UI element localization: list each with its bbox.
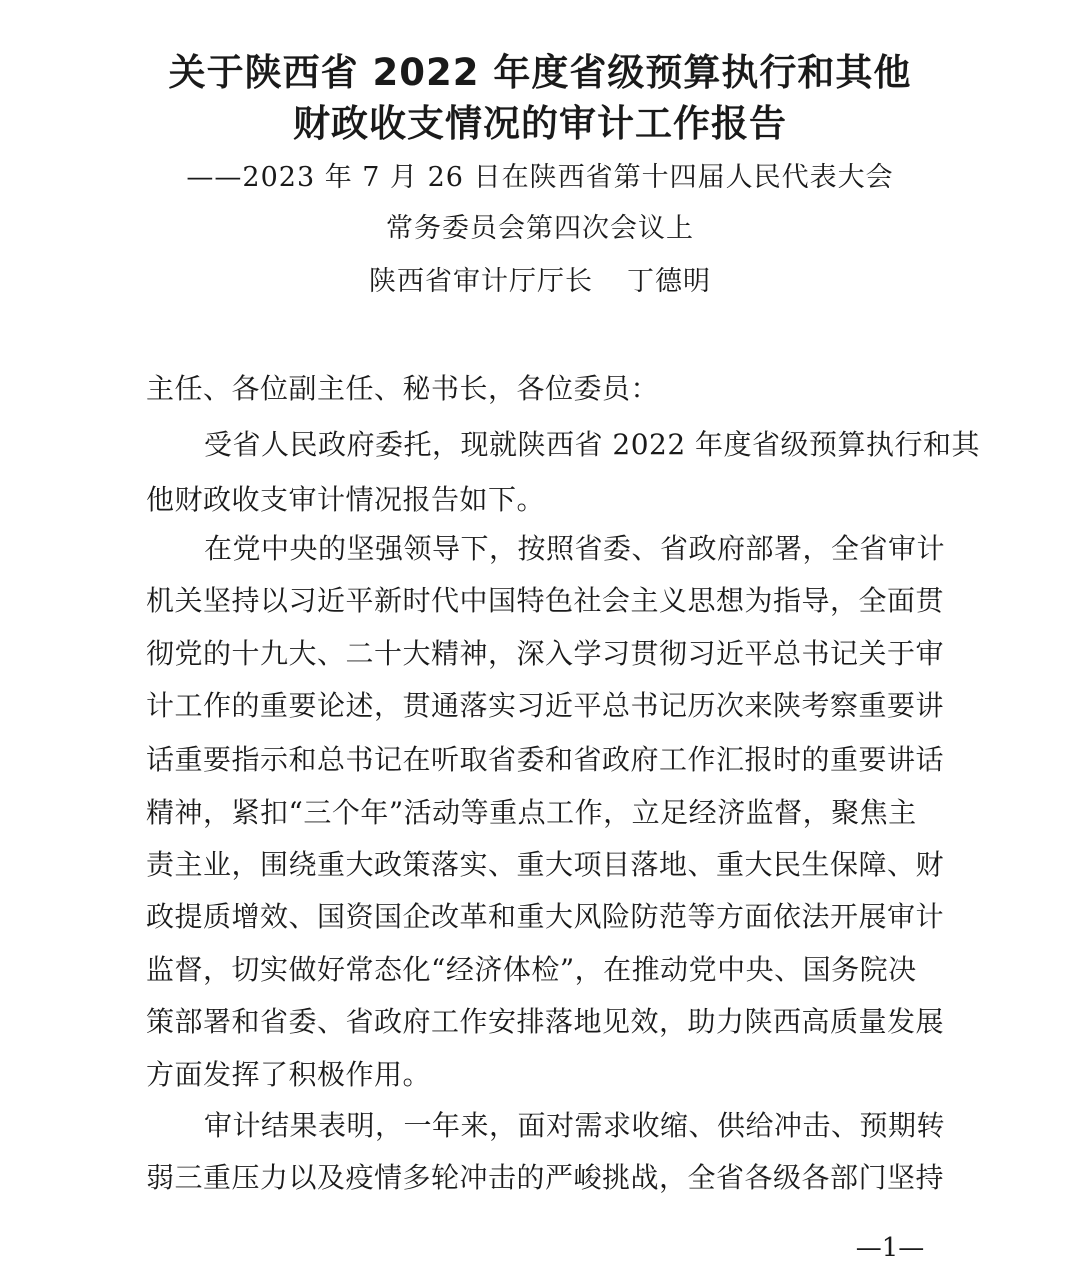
paragraph-line: 机关坚持以习近平新时代中国特色社会主义思想为指导，全面贯: [146, 584, 945, 617]
salutation: 主任、各位副主任、秘书长，各位委员：: [146, 372, 660, 405]
paragraph-line: 彻党的十九大、二十大精神，深入学习贯彻习近平总书记关于审: [146, 637, 945, 670]
report-title-line-1: 关于陕西省 2022 年度省级预算执行和其他: [168, 51, 912, 94]
paragraph-line: 计工作的重要论述，贯通落实习近平总书记历次来陕考察重要讲: [146, 689, 945, 722]
paragraph-line: 监督，切实做好常态化“经济体检”，在推动党中央、国务院决: [146, 953, 917, 986]
report-title-line-2: 财政收支情况的审计工作报告: [293, 102, 787, 145]
paragraph-line: 在党中央的坚强领导下，按照省委、省政府部署，全省审计: [204, 532, 946, 565]
paragraph-line: 弱三重压力以及疫情多轮冲击的严峻挑战，全省各级各部门坚持: [146, 1161, 945, 1194]
subtitle-meeting-line: 常务委员会第四次会议上: [386, 213, 694, 244]
paragraph-line: 他财政收支审计情况报告如下。: [146, 483, 546, 516]
subtitle-date-line: ——2023 年 7 月 26 日在陕西省第十四届人民代表大会: [186, 162, 894, 193]
paragraph-line: 受省人民政府委托，现就陕西省 2022 年度省级预算执行和其: [204, 428, 981, 461]
paragraph-line: 责主业，围绕重大政策落实、重大项目落地、重大民生保障、财: [146, 848, 945, 881]
paragraph-line: 话重要指示和总书记在听取省委和省政府工作汇报时的重要讲话: [146, 743, 945, 776]
paragraph-line: 精神，紧扣“三个年”活动等重点工作，立足经济监督，聚焦主: [146, 796, 917, 829]
speaker-line: [0, 262, 1080, 302]
speaker-title: 陕西省审计厅厅长: [369, 266, 593, 297]
paragraph-line: 政提质增效、国资国企改革和重大风险防范等方面依法开展审计: [146, 900, 945, 933]
paragraph-line: 方面发挥了积极作用。: [146, 1058, 432, 1091]
paragraph-line: 审计结果表明，一年来，面对需求收缩、供给冲击、预期转: [204, 1109, 946, 1142]
speaker-name: 丁德明: [627, 266, 711, 297]
page-number: —1—: [855, 1233, 925, 1263]
paragraph-line: 策部署和省委、省政府工作安排落地见效，助力陕西高质量发展: [146, 1005, 945, 1038]
